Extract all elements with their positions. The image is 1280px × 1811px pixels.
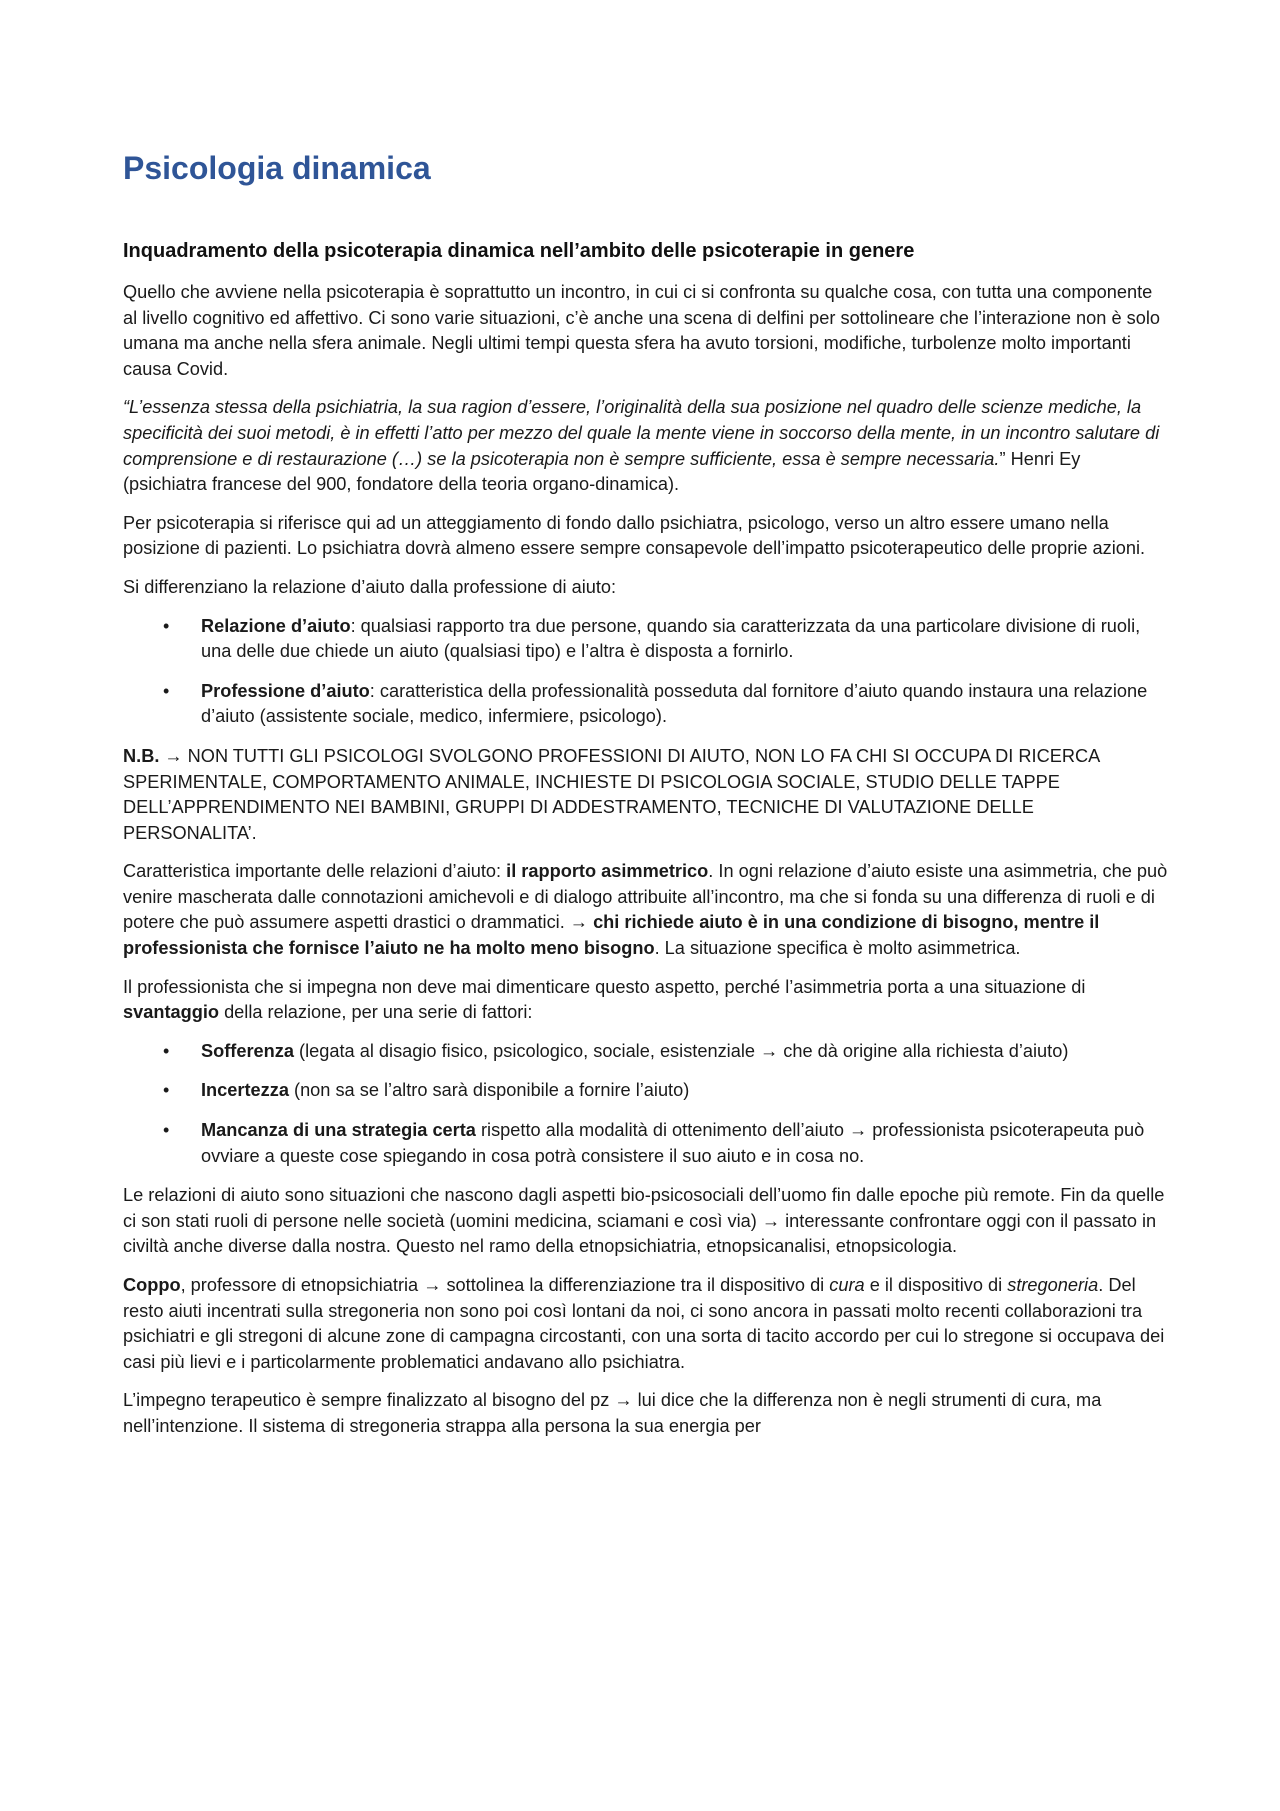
paragraph-definition: Per psicoterapia si riferisce qui ad un atteggiamento di fondo dallo psichiatra, psicologo, verso un altro essere umano nella posizione di pazienti. Lo psichiatra dovrà almeno essere sempre consapevole dell’impatto psicoterapeutico delle proprie azioni. [123, 512, 1146, 559]
list-item-term: Incertezza [201, 1080, 289, 1101]
bold-span: Coppo [123, 1275, 181, 1295]
text-span: . In ogni relazione d’aiuto esiste una asimmetria, che può venire mascherata dalle connotazioni amichevoli e di dialogo attribuite all’incontro, ma che si fonda su una differenza di ruoli e di potere che può assumere aspetti drastici o drammatici. → [123, 861, 1168, 933]
bullet-icon: • [163, 1040, 170, 1061]
section-heading: Inquadramento della psicoterapia dinamica nell’ambito delle psicoterapie in genere [123, 240, 915, 262]
paragraph-nb [123, 744, 1168, 846]
list-item [123, 1078, 1168, 1104]
quote-text: “L’essenza stessa della psichiatria, la sua ragion d’essere, l’originalità della sua posizione nel quadro delle scienze mediche, la specificità dei suoi metodi, è in effetti l’atto per mezzo del quale la mente viene in soccorso della mente, in un incontro salutare di comprensione e di restaurazione (…) se la psicoterapia non è sempre sufficiente, essa è sempre necessaria. [123, 397, 1160, 469]
list-item [123, 679, 1168, 730]
text-span: Il professionista che si impegna non deve mai dimenticare questo aspetto, perché l’asimmetria porta a una situazione di [123, 976, 1086, 997]
paragraph-differentiation: Si differenziano la relazione d’aiuto dalla professione di aiuto: [123, 576, 617, 597]
list-item-text: : qualsiasi rapporto tra due persone, quando sia caratterizzata da una particolare divisione di ruoli, una delle due chiede un aiuto (qualsiasi tipo) e l’altra è disposta a fornirlo. [201, 615, 1141, 662]
italic-span: stregoneria [1007, 1275, 1099, 1295]
text-span: , professore di etnopsichiatria → sottolinea la differenziazione tra il dispositivo di [180, 1275, 830, 1295]
help-types-list [123, 614, 1168, 730]
paragraph-history: Le relazioni di aiuto sono situazioni che nascono dagli aspetti bio-psicosociali dell’uomo fin dalle epoche più remote. Fin da quelle ci son stati ruoli di persone nelle società (uomini medicina, sciamani e così via) → interessante confrontare oggi con il passato in civiltà anche diverse dalla nostra. Questo nel ramo della etnopsichiatria, etnopsicanalisi, etnopsicologia. [123, 1185, 1165, 1257]
list-item-term: Relazione d’aiuto [201, 615, 351, 636]
bullet-icon: • [163, 615, 170, 636]
paragraph-commitment: L’impegno terapeutico è sempre finalizzato al bisogno del pz → lui dice che la differenza non è negli strumenti di cura, ma nell’intenzione. Il sistema di stregoneria strappa alla persona la sua energia per [123, 1390, 1102, 1436]
list-item-term: Professione d’aiuto [201, 680, 370, 701]
bold-span: svantaggio [123, 1002, 220, 1023]
list-item-text: (legata al disagio fisico, psicologico, sociale, esistenziale → che dà origine alla richiesta d’aiuto) [293, 1040, 1069, 1061]
bold-span: il rapporto asimmetrico [506, 861, 709, 882]
paragraph-disadvantage [123, 975, 1168, 1026]
bullet-icon: • [163, 1120, 170, 1141]
paragraph-quote [123, 395, 1168, 497]
text-span: della relazione, per una serie di fattori: [219, 1002, 533, 1023]
paragraph-intro: Quello che avviene nella psicoterapia è soprattutto un incontro, in cui ci si confronta su qualche cosa, con tutta una componente al livello cognitivo ed affettivo. Ci sono varie situazioni, c’è anche una scena di delfini per sottolineare che l’interazione non è solo umana ma anche nella sfera animale. Negli ultimi tempi questa sfera ha avuto torsioni, modifiche, turbolenze molto importanti causa Covid. [123, 282, 1160, 379]
text-span: e il dispositivo di [864, 1275, 1008, 1295]
list-item [123, 614, 1168, 665]
document-body [123, 148, 1168, 1453]
paragraph-asymmetry [123, 859, 1168, 961]
list-item-term: Mancanza di una strategia certa [201, 1120, 476, 1141]
text-span: . La situazione specifica è molto asimmetrica. [654, 938, 1021, 959]
list-item [123, 1039, 1168, 1065]
paragraph-coppo [123, 1273, 1168, 1375]
bold-span: chi richiede aiuto è in una condizione di bisogno, mentre il professionista che fornisce l’aiuto ne ha molto meno bisogno [123, 912, 1100, 959]
italic-span: cura [829, 1275, 865, 1295]
bullet-icon: • [163, 1080, 170, 1101]
factors-list [123, 1039, 1168, 1169]
list-item [123, 1118, 1168, 1169]
nb-label: N.B. [123, 745, 160, 766]
quote-attribution: ” Henri Ey (psichiatra francese del 900, fondatore della teoria organo-dinamica). [123, 448, 1081, 495]
page-title: Psicologia dinamica [123, 150, 431, 186]
text-span: . Del resto aiuti incentrati sulla stregoneria non sono poi così lontani da noi, ci sono ancora in passati molto recenti collaborazioni tra psichiatri e gli stregoni di alcune zone di campagna circostanti, con una sorta di tacito accordo per cui lo stregone si occupava dei casi più lievi e i particolarmente problematici andavano allo psichiatra. [123, 1275, 1165, 1372]
text-span: Caratteristica importante delle relazioni d’aiuto: [123, 861, 507, 882]
list-item-text: rispetto alla modalità di ottenimento dell’aiuto → professionista psicoterapeuta può ovviare a queste cose spiegando in cosa potrà consistere il suo aiuto e in cosa no. [201, 1120, 1145, 1166]
list-item-text: : caratteristica della professionalità posseduta dal fornitore d’aiuto quando instaura una relazione d’aiuto (assistente sociale, medico, infermiere, psicologo). [201, 680, 1148, 727]
list-item-text: (non sa se l’altro sarà disponibile a fornire l’aiuto) [288, 1080, 690, 1101]
nb-text: → NON TUTTI GLI PSICOLOGI SVOLGONO PROFESSIONI DI AIUTO, NON LO FA CHI SI OCCUPA DI RICERCA SPERIMENTALE, COMPORTAMENTO ANIMALE, INCHIESTE DI PSICOLOGIA SOCIALE, STUDIO DELLE TAPPE DELL’APPRENDIMENTO NEI BAMBINI, GRUPPI DI ADDESTRAMENTO, TECNICHE DI VALUTAZIONE DELLE PERSONALITA’. [123, 745, 1100, 843]
bullet-icon: • [163, 680, 170, 701]
list-item-term: Sofferenza [201, 1040, 294, 1061]
